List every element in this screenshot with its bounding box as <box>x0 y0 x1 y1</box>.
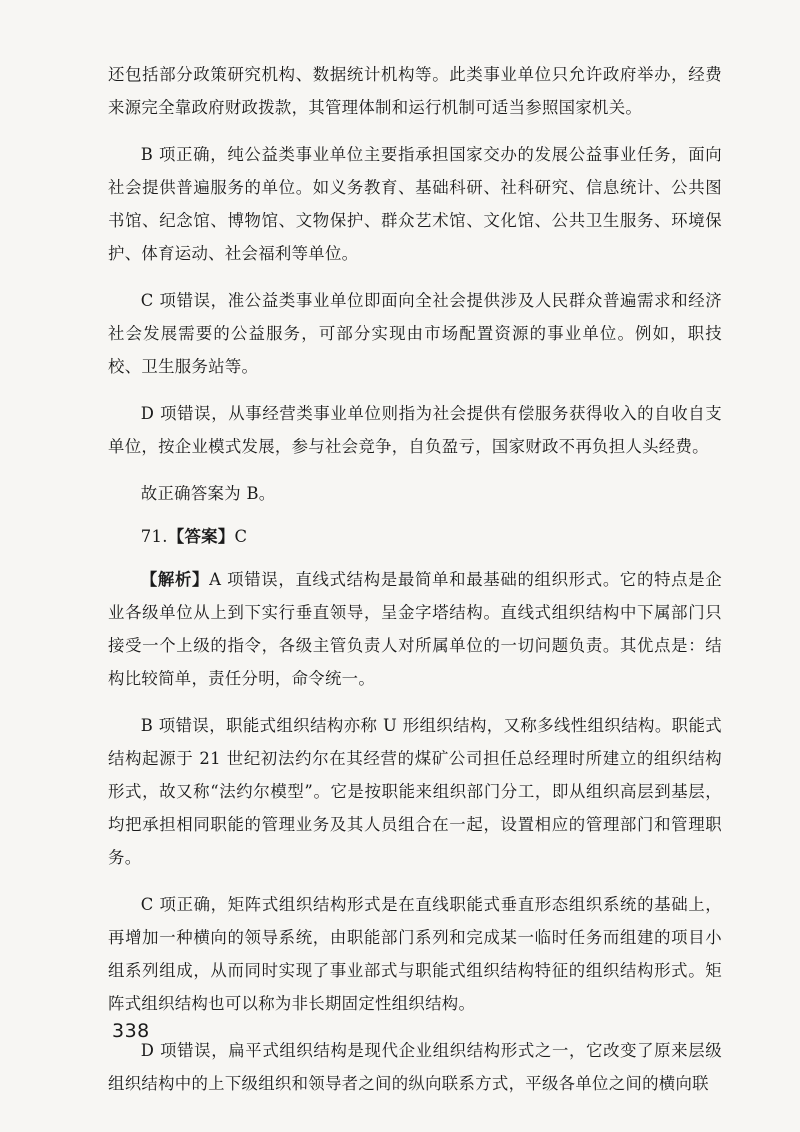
paragraph-analysis-option-a <box>108 563 722 695</box>
question-number: 71. <box>140 527 168 546</box>
question-71-answer <box>108 520 722 553</box>
paragraph-answer-conclusion: 故正确答案为 B。 <box>140 484 276 503</box>
page-number: 338 <box>112 1020 150 1042</box>
analysis-label: 【解析】 <box>140 570 210 589</box>
paragraph-analysis-option-d: D 项错误，扁平式组织结构是现代企业组织结构形式之一，它改变了原来层级组织结构中的上下级组织和领导者之间的纵向联系方式，平级各单位之间的横向联 <box>108 1041 722 1093</box>
paragraph-analysis-option-b: B 项错误，职能式组织结构亦称 U 形组织结构，又称多线性组织结构。职能式结构起源于 21 世纪初法约尔在其经营的煤矿公司担任总经理时所建立的组织结构形式，故又称“法约尔模型”。它是按职能来组织部门分工，即从组织高层到基层，均把承担相同职能的管理业务及其人员组合在一起，设置相应的管理部门和管理职务。 <box>108 716 722 867</box>
answer-value: C <box>234 527 248 546</box>
paragraph-option-b: B 项正确，纯公益类事业单位主要指承担国家交办的发展公益事业任务，面向社会提供普遍服务的单位。如义务教育、基础科研、社科研究、信息统计、公共图书馆、纪念馆、博物馆、文物保护、群众艺术馆、文化馆、公共卫生服务、环境保护、体育运动、社会福利等单位。 <box>108 145 722 263</box>
paragraph-option-c: C 项错误，准公益类事业单位即面向全社会提供涉及人民群众普遍需求和经济社会发展需要的公益服务，可部分实现由市场配置资源的事业单位。例如，职技校、卫生服务站等。 <box>108 291 722 376</box>
paragraph-continuation: 还包括部分政策研究机构、数据统计机构等。此类事业单位只允许政府举办，经费来源完全靠政府财政拨款，其管理体制和运行机制可适当参照国家机关。 <box>108 65 722 117</box>
paragraph-analysis-option-c: C 项正确，矩阵式组织结构形式是在直线职能式垂直形态组织系统的基础上，再增加一种横向的领导系统，由职能部门系列和完成某一临时任务而组建的项目小组系列组成，从而同时实现了事业部式与职能式组织结构特征的组织结构形式。矩阵式组织结构也可以称为非长期固定性组织结构。 <box>108 895 722 1013</box>
document-body <box>108 58 722 1114</box>
answer-label: 【答案】 <box>167 527 235 546</box>
paragraph-option-d: D 项错误，从事经营类事业单位则指为社会提供有偿服务获得收入的自收自支单位，按企业模式发展，参与社会竞争，自负盈亏，国家财政不再负担人头经费。 <box>108 404 722 456</box>
analysis-text: A 项错误，直线式结构是最简单和最基础的组织形式。它的特点是企业各级单位从上到下实行垂直领导，呈金字塔结构。直线式组织结构中下属部门只接受一个上级的指令，各级主管负责人对所属单位的一切问题负责。其优点是：结构比较简单，责任分明，命令统一。 <box>108 570 722 688</box>
